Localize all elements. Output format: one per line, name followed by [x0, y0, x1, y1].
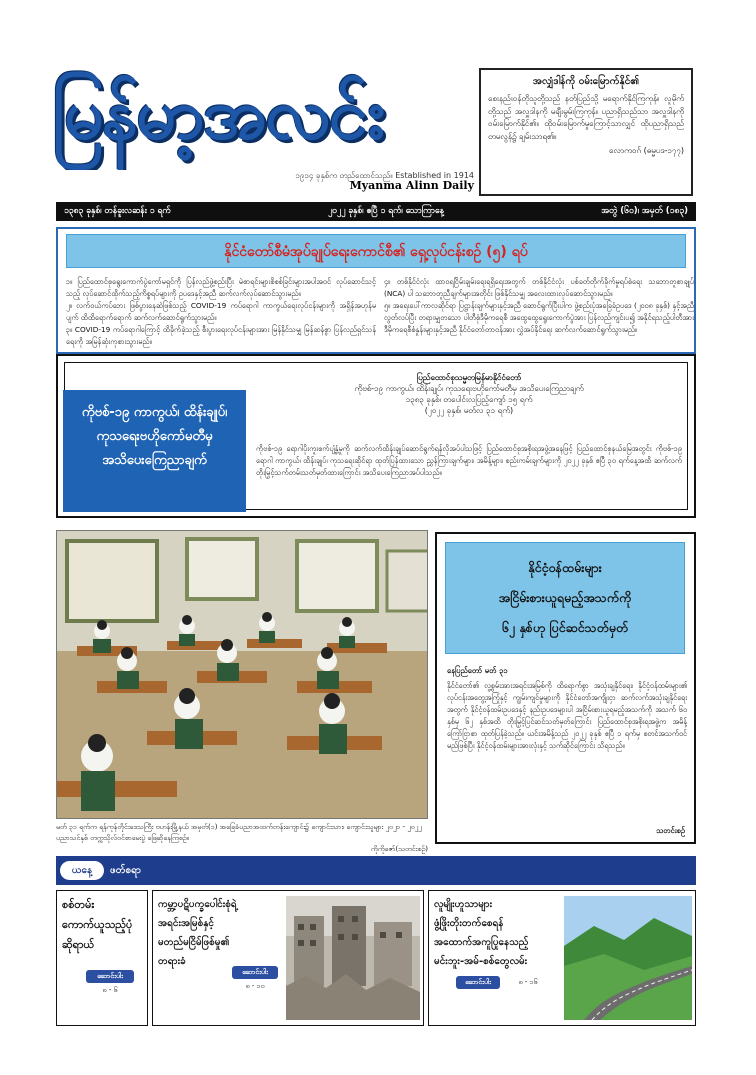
announcement-heading	[256, 372, 682, 416]
lead-story-col-right	[384, 276, 694, 350]
inside-label: ယနေ့	[60, 861, 104, 880]
lead-item-2: ၂။ လက်ဝယ်ကပ်ဘေး ဖြစ်ပွားနေဆဲဖြစ်သည့် COVID-19 ကပ်ရောဂါ ကာကွယ်ရေးလုပ်ငန်းများကို အရှိန်အဟုန်မပျက် ထိထိရောက်ရောက် ဆက်လက်ဆောင်ရွက်သွားမည်။	[66, 301, 376, 322]
announcement-box-line-2: ကုသရေးဗဟိုကော်မတီမှ	[96, 429, 213, 444]
retirement-story-dateline: နေပြည်တော် မတ် ၃၁	[447, 666, 508, 675]
inside-item-3-line-3: အထောက်အကူပြုနေသည့်	[434, 937, 529, 948]
lead-story-col-left	[66, 276, 376, 350]
inside-item-1-pages: ၈ - ၆	[102, 986, 118, 994]
photo-credit: ကိုကိုဇော်(သတင်းစဉ်)	[370, 845, 428, 853]
inside-item-1-line-1: စစ်တမ်း	[62, 898, 95, 911]
inside-subtitle: ဖတ်စရာ	[110, 865, 141, 876]
announcement-box-line-1: ကိုဗစ်-၁၉ ကာကွယ်၊ ထိန်းချုပ်၊	[81, 405, 228, 420]
retirement-headline-line-1: နိုင်ငံ့ဝန်ထမ်းများ	[528, 560, 602, 575]
inside-section-bar	[56, 856, 696, 885]
inside-item-3-pages: ၈ - ၁၆	[518, 978, 538, 986]
inside-item-1-pill: ဆောင်းပါး	[86, 970, 134, 983]
inside-item-1-title	[62, 895, 146, 955]
inside-item-2-line-1: ကမ္ဘာ့ပဋိပက္ခပေါင်းစုံရဲ့	[158, 899, 237, 910]
photo-caption-text: မတ် ၃၁ ရက်က ရန်ကုန်တိုင်းဒေသကြီး ဗဟန်းမြို့နယ် အမှတ်(၁) အခြေခံပညာအထက်တန်းကျောင်း၌ ကျောင်းသား၊ ကျောင်းသူများ ၂၀၂၁ - ၂၀၂၂ ပညာသင်နှစ် တက္ကသိုလ်ဝင်စာမေးပွဲ ဖြေဆိုနေကြစဉ်။	[56, 823, 422, 842]
lead-item-4: ၄။ တစ်နိုင်ငံလုံး ထာဝရငြိမ်းချမ်းရေးရရှိရေးအတွက် တစ်နိုင်ငံလုံး ပစ်ခတ်တိုက်ခိုက်မှုရပ်စဲရေး သဘောတူစာချုပ် (NCA) ပါ သဘောတူညီချက်များအတိုင်း ဖြစ်နိုင်သမျှ အလေးထားလုပ်ဆောင်သွားမည်။	[384, 277, 694, 298]
inside-item-3-title	[434, 895, 564, 971]
established-line: ၁၉၁၄ ခုနှစ်က တည်ထောင်သည်။ Established in 1914	[295, 171, 474, 180]
inside-item-2-line-4: တရားခံ	[158, 956, 186, 967]
lead-item-1: ၁။ ပြည်ထောင်စုရွေးကောက်ပွဲကော်မရှင်ကို ပြန်လည်ဖွဲ့စည်းပြီး မဲစာရင်းများစိစစ်ခြင်းများအပါအဝင် လုပ်ဆောင်သင့်သည့် လုပ်ဆောင်ထိုက်သည့်ကိစ္စရပ်များကို ဥပဒေနှင့်အညီ ဆက်လက်လုပ်ဆောင်သွားမည်။	[66, 277, 376, 298]
announcement-hd-4: (၂၀၂၂ ခုနှစ်၊ မတ်လ ၃၁ ရက်)	[424, 406, 514, 415]
inside-item-3-line-1: လူမျိုးဟူသာများ	[434, 899, 493, 910]
ruined-buildings-illustration	[286, 896, 420, 1020]
quote-title: အလျှံဒါန်ကို ဝမ်းမြောက်နိုင်၏	[532, 76, 640, 87]
announcement-hd-2: ကိုဗစ်-၁၉ ကာကွယ်၊ ထိန်းချုပ်၊ ကုသရေးဗဟိုကော်မတီမှ အသိပေးကြေညာချက်	[354, 384, 584, 393]
myanmar-date: ၁၃၈၃ ခုနှစ်၊ တန်ခူးလဆန်း ၁ ရက်	[64, 205, 171, 216]
announcement-body: ကိုဗစ်-၁၉ ရောဂါပိုးကူးစက်ပျံ့နှံ့မှုကို ဆက်လက်ထိန်းချုပ်ဆောင်ရွက်ရန်လိုအပ်ပါသဖြင့် ပြည်ထောင်စုအစိုးရအဖွဲ့အနေဖြင့် ပြည်ထောင်စုနယ်မြေအတွင်း ကိုဗစ်-၁၉ ရောဂါ ကာကွယ်၊ ထိန်းချုပ်၊ ကုသရေးဆိုင်ရာ ထုတ်ပြန်ထားသော ညွှန်ကြားချက်များ၊ အမိန့်များ၊ စည်းကမ်းချက်များကို ၂၀၂၂ ခုနှစ် ဧပြီ ၃၀ ရက်နေ့အထိ ဆက်လက်တိုးမြှင့်သက်တမ်းသတ်မှတ်ထားကြောင်း အသိပေးကြေညာအပ်ပါသည်။	[256, 444, 682, 477]
mountain-road-illustration	[564, 896, 692, 1020]
inside-item-2-pages: ၈ - ၁၀	[245, 982, 265, 990]
english-name: Myanma Alinn Daily	[349, 179, 474, 192]
inside-item-2-title	[158, 895, 278, 971]
retirement-story-headline[interactable]	[445, 542, 685, 654]
inside-item-3-line-2: ဖွံ့ဖြိုးတိုးတက်စေရန်	[434, 918, 504, 929]
inside-item-2-line-3: မတည်မငြိမ်ဖြစ်မှု၏	[158, 937, 230, 948]
date-bar	[56, 202, 696, 221]
quote-source: လောကဝဂ် (ဓမ္မပဒ-၁၇၇)	[609, 146, 684, 155]
lead-story-headline[interactable]: နိုင်ငံတော်စီမံအုပ်ချုပ်ရေးကောင်စီ၏ ရှေ့လုပ်ငန်းစဉ် (၅) ရပ်	[66, 234, 686, 268]
inside-item-2-line-2: အရင်းအမြစ်နှင့်	[158, 918, 214, 929]
gregorian-date: ၂၀၂၂ ခုနှစ်၊ ဧပြီ ၁ ရက်၊ သောကြာနေ့	[327, 205, 444, 216]
quote-body: စေးနည်းဝန်တိုသူတို့သည် နတ်ပြည်သို့ မရောက်နိုင်ကြကုန်။ လူမိုက်တို့သည် အလှူဒါနကို မချီးမွမ်းကြကုန်။ ပညာရှိသည်သာ အလှူဒါနကို ဝမ်းမြောက်နိုင်၏။ ထိုဝမ်းမြောက်မှုကြောင့်သာလျှင် ထိုပညာရှိသည် တမလွန်၌ ချမ်းသာရ၏။	[488, 94, 684, 141]
announcement-hd-3: ၁၃၈၃ ခုနှစ်၊ တပေါင်းလပြည့်ကျော် ၁၅ ရက်	[405, 395, 533, 404]
inside-item-2-image	[286, 896, 420, 1020]
retirement-story-body: နိုင်ငံတော်၏ လူ့စွမ်းအားအရင်းအမြစ်ကို ထိရောက်စွာ အသုံးချနိုင်ရေး၊ နိုင်ငံ့ဝန်ထမ်းများ၏ လုပ်ငန်းအတွေ့အကြုံနှင့် ကျွမ်းကျင်မှုများကို နိုင်ငံတော်အကျိုးငှာ ဆက်လက်အသုံးချနိုင်ရေးအတွက် နိုင်ငံ့ဝန်ထမ်းဥပဒေနှင့် နည်းဥပဒေများပါ အငြိမ်းစားယူရမည့်အသက်ကို အသက် ၆၀ နှစ်မှ ၆၂ နှစ်အထိ တိုးမြှင့်ပြင်ဆင်သတ်မှတ်ကြောင်း ပြည်ထောင်စုအစိုးရအဖွဲ့က အမိန့်ကြော်ငြာစာ ထုတ်ပြန်ခဲ့သည်။ ယင်းအမိန့်သည် ၂၀၂၂ ခုနှစ် ဧပြီ ၁ ရက်မှ စတင်အသက်ဝင်မည်ဖြစ်ပြီး နိုင်ငံ့ဝန်ထမ်းများအားလုံးနှင့် သက်ဆိုင်ကြောင်း သိရသည်။	[447, 681, 687, 750]
exam-hall-illustration	[57, 531, 428, 819]
inside-item-1-line-3: ဆိုရာယ်	[62, 938, 95, 951]
lead-item-5: ၅။ အရေးပေါ်ကာလဆိုင်ရာ ပြဋ္ဌာန်းချက်များနှင့်အညီ ဆောင်ရွက်ပြီးပါက ဖွဲ့စည်းပုံအခြေခံဥပဒေ (၂၀၀၈ ခုနှစ်) နှင့်အညီ လွတ်လပ်ပြီး တရားမျှတသော ပါတီစုံဒီမိုကရေစီ အထွေထွေရွေးကောက်ပွဲအား ပြန်လည်ကျင်းပ၍ အနိုင်ရသည့်ပါတီအား ဒီမိုကရေစီစံနှုန်းများနှင့်အညီ နိုင်ငံတော်တာဝန်အား လွှဲအပ်နိုင်ရေး ဆက်လက်ဆောင်ရွက်သွားမည်။	[384, 301, 694, 334]
issue-number: အတွဲ (၆၀)၊ အမှတ် (၁၈၃)	[601, 205, 688, 216]
masthead-title: မြန်မာ့အလင်း	[52, 73, 384, 155]
inside-item-3-pill: ဆောင်းပါး	[456, 976, 500, 989]
inside-item-3-line-4: မင်းဘူး-အမ်-စစ်တွေလမ်း	[434, 956, 528, 967]
announcement-hd-1: ပြည်ထောင်စုသမ္မတမြန်မာနိုင်ငံတော်	[416, 373, 522, 382]
exam-hall-photo[interactable]	[56, 530, 428, 819]
inside-item-3-image	[564, 896, 692, 1020]
retirement-story-byline: သတင်းစဉ်	[656, 826, 685, 835]
retirement-headline-line-2: အငြိမ်းစားယူရမည့်အသက်ကို	[498, 590, 632, 605]
quote-box	[479, 68, 693, 196]
lead-item-3: ၃။ COVID-19 ကပ်ရောဂါကြောင့် ထိခိုက်ခဲ့သည့် စီးပွားရေးလုပ်ငန်းများအား မြန်နိုင်သမျှ မြန်ဆန်စွာ ပြန်လည်ရှင်သန်ရေးကို အမြန်ဆုံးကုစားသွားမည်။	[66, 325, 376, 346]
inside-item-2-pill: ဆောင်းပါး	[232, 966, 278, 979]
photo-caption	[56, 822, 428, 855]
announcement-title-box[interactable]	[63, 390, 246, 512]
retirement-headline-line-3: ၆၂ နှစ်ဟု ပြင်ဆင်သတ်မှတ်	[501, 620, 629, 635]
inside-item-1-line-2: ကောက်ယူသည့်ပုံ	[62, 918, 133, 931]
announcement-box-line-3: အသိပေးကြေညာချက်	[102, 453, 207, 468]
